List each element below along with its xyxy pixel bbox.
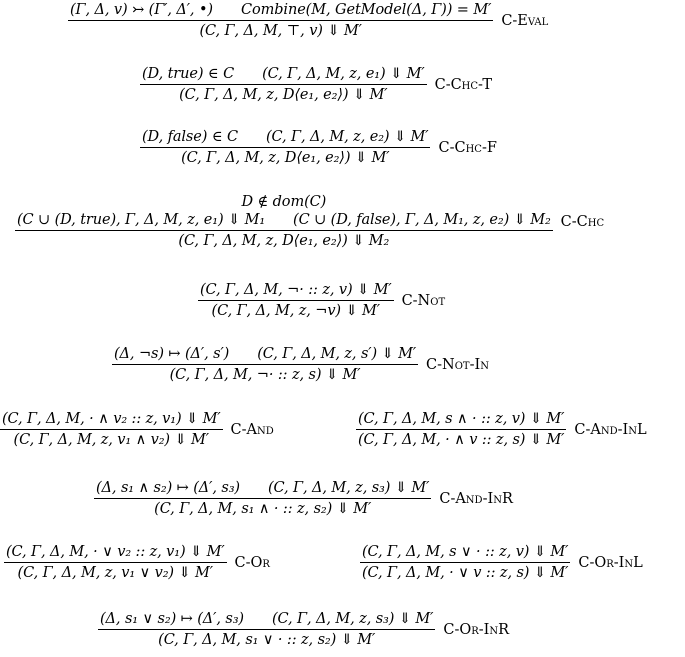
rule-premises (94, 480, 431, 498)
rule-name: C-Chc-F (438, 139, 497, 156)
rule-premises (140, 66, 427, 84)
conclusion: (C, Γ, Δ, M, s₁ ∨ · :: z, s₂) ⇓ M′ (158, 632, 376, 648)
rule-c-and-inl (356, 411, 647, 448)
premise: (C ∪ (D, false), Γ, Δ, M₁, z, e₂) ⇓ M₂ (293, 212, 551, 228)
premise: (C, Γ, Δ, M, z, s′) ⇓ M′ (257, 346, 417, 362)
rule-c-chc-f (140, 129, 497, 166)
conclusion: (C, Γ, Δ, M, z, v₁ ∨ v₂) ⇓ M′ (17, 565, 213, 581)
rule-c-not (198, 282, 445, 319)
rule-premises (112, 346, 418, 364)
premise: (Δ, s₁ ∨ s₂) ↦ (Δ′, s₃) (100, 611, 244, 627)
rule-name: C-And (230, 421, 274, 438)
rule-premises (356, 411, 566, 429)
rule-premises (0, 411, 223, 429)
rule-name: C-Chc-T (434, 76, 493, 93)
conclusion: (C, Γ, Δ, M, z, D⟨e₁, e₂⟩) ⇓ M′ (181, 150, 390, 166)
rule-name: C-Not-In (426, 356, 489, 373)
premise: (Δ, s₁ ∧ s₂) ↦ (Δ′, s₃) (96, 480, 240, 496)
rule-fraction (0, 411, 223, 448)
rule-premises (140, 129, 430, 147)
premise: (C, Γ, Δ, M, z, e₂) ⇓ M′ (265, 129, 429, 145)
rule-c-or (4, 544, 270, 581)
premise: (D, true) ∈ C (142, 66, 235, 82)
premise: Combine(M, GetModel(Δ, Γ)) = M′ (240, 2, 492, 18)
rule-premises (360, 544, 570, 562)
conclusion: (C, Γ, Δ, M, ¬· :: z, s) ⇓ M′ (169, 367, 361, 383)
premise: (C, Γ, Δ, M, · ∨ v₂ :: z, v₁) ⇓ M′ (6, 544, 225, 560)
conclusion: (C, Γ, Δ, M, · ∨ v :: z, s) ⇓ M′ (362, 565, 569, 581)
rule-name: C-Or (234, 554, 270, 571)
premise: (Δ, ¬s) ↦ (Δ′, s′) (114, 346, 230, 362)
rule-c-chc (15, 194, 604, 249)
rule-fraction (112, 346, 418, 383)
rule-fraction (68, 2, 493, 39)
premise: (C, Γ, Δ, M, z, s₃) ⇓ M′ (267, 480, 430, 496)
premise: (D, false) ∈ C (142, 129, 238, 145)
rule-name: C-Or-InR (443, 621, 510, 638)
premise: (C ∪ (D, true), Γ, Δ, M, z, e₁) ⇓ M₁ (17, 212, 266, 228)
premise: (C, Γ, Δ, M, z, e₁) ⇓ M′ (262, 66, 425, 82)
rule-name: C-Or-InL (578, 554, 643, 571)
rule-c-and (0, 411, 274, 448)
rule-premises (98, 611, 435, 629)
rule-name: C-And-InR (439, 490, 513, 507)
premise: (C, Γ, Δ, M, s ∨ · :: z, v) ⇓ M′ (362, 544, 569, 560)
conclusion: (C, Γ, Δ, M, · ∧ v :: z, s) ⇓ M′ (358, 432, 565, 448)
rule-name: C-Chc (560, 213, 605, 230)
rule-name: C-And-InL (574, 421, 647, 438)
rule-c-not-in (112, 346, 489, 383)
rule-name: C-Eval (501, 12, 549, 29)
rule-fraction (140, 129, 430, 166)
rule-premises (68, 2, 493, 20)
rule-c-and-inr (94, 480, 513, 517)
rule-fraction (94, 480, 431, 517)
premise: (Γ, Δ, v) ↣ (Γ′, Δ′, •) (70, 2, 213, 18)
premise: (C, Γ, Δ, M, ¬· :: z, v) ⇓ M′ (200, 282, 392, 298)
rule-c-or-inl (360, 544, 643, 581)
conclusion: (C, Γ, Δ, M, z, v₁ ∧ v₂) ⇓ M′ (13, 432, 209, 448)
rule-premises (15, 194, 553, 230)
premise: (C, Γ, Δ, M, s ∧ · :: z, v) ⇓ M′ (358, 411, 565, 427)
conclusion: (C, Γ, Δ, M, ⊤, v) ⇓ M′ (199, 23, 362, 39)
rule-fraction (15, 194, 553, 249)
rule-fraction (98, 611, 435, 648)
rule-name: C-Not (401, 292, 446, 309)
premise: (C, Γ, Δ, M, · ∧ v₂ :: z, v₁) ⇓ M′ (2, 411, 221, 427)
rule-c-or-inr (98, 611, 509, 648)
rule-fraction (356, 411, 566, 448)
conclusion: (C, Γ, Δ, M, z, ¬v) ⇓ M′ (211, 303, 380, 319)
rule-premises (198, 282, 394, 300)
premise: (C, Γ, Δ, M, z, s₃) ⇓ M′ (271, 611, 434, 627)
rule-fraction (360, 544, 570, 581)
rule-premises (4, 544, 227, 562)
rule-fraction (4, 544, 227, 581)
rule-fraction (198, 282, 394, 319)
rule-c-eval (68, 2, 548, 39)
conclusion: (C, Γ, Δ, M, s₁ ∧ · :: z, s₂) ⇓ M′ (154, 501, 372, 517)
side-condition: D ∉ dom(C) (241, 194, 327, 210)
rule-fraction (140, 66, 427, 103)
conclusion: (C, Γ, Δ, M, z, D⟨e₁, e₂⟩) ⇓ M₂ (178, 233, 390, 249)
conclusion: (C, Γ, Δ, M, z, D⟨e₁, e₂⟩) ⇓ M′ (179, 87, 388, 103)
rule-c-chc-t (140, 66, 492, 103)
